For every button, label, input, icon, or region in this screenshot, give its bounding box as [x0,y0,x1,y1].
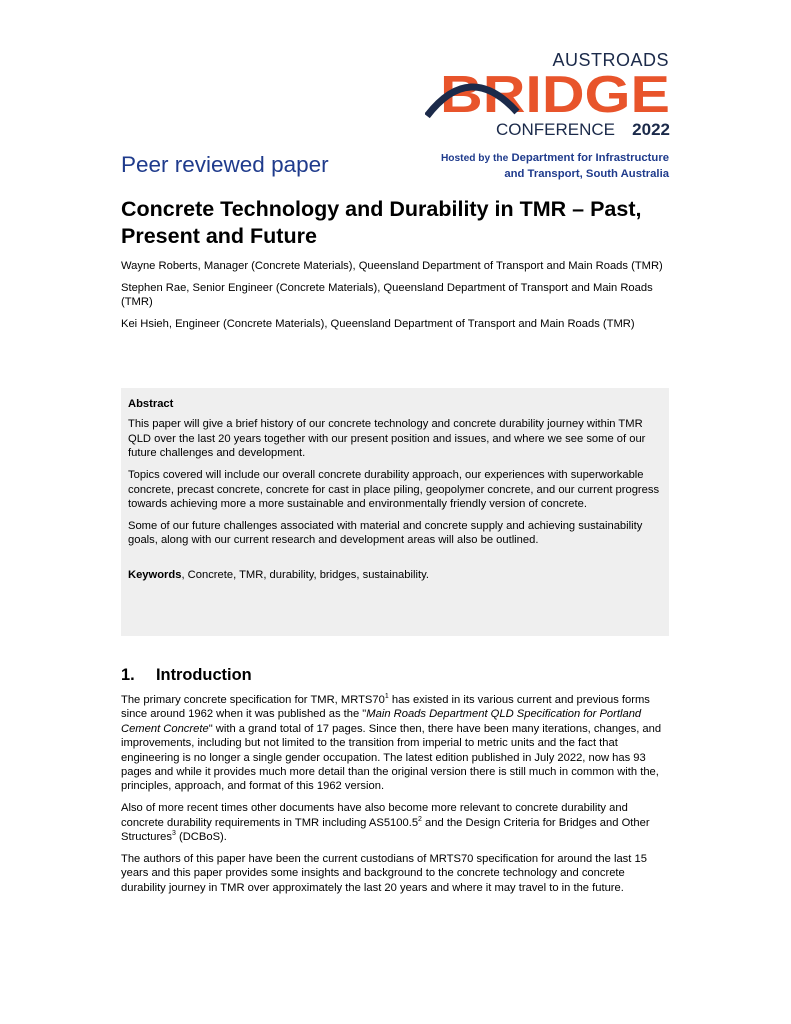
logo-conference: CONFERENCE [495,120,615,139]
conference-logo [425,48,671,140]
keywords-text: , Concrete, TMR, durability, bridges, sustainability. [181,568,429,581]
text-run: Also of more recent times other documents have also become more relevant to concrete durability and concrete durability requirements in TMR including AS5100.5 [121,802,628,829]
footnote-ref: 1 [384,693,389,700]
text-run: The primary concrete specification for TMR, MRTS70 [121,694,385,706]
abstract-box [121,388,669,636]
body-paragraph [121,693,669,794]
footnote-ref: 2 [418,815,422,823]
abstract-paragraph: This paper will give a brief history of our concrete technology and concrete durability journey within TMR QLD over the last 20 years together with our present position and issues, and where we see some of our future challenges and development. [128,418,646,460]
author-list [121,259,671,338]
section-number: 1. [121,666,135,684]
keywords-line [128,568,662,582]
text-run: (DCBoS). [175,831,227,844]
keywords-label: Keywords [128,568,182,581]
text-run: " with a grand total of 17 pages. Since then, there have been many iterations, changes, and improvements, including but not limited to the transition from imperial to metric units and the fact that engineering is no longer a single gender occupation. The latest edition published in July 2022, now has 93 pages and while it provides much more detail than the original version there is still much in common with the, principles, approach, and format of this 1962 version. [121,722,662,793]
abstract-paragraph: Topics covered will include our overall concrete durability approach, our experiences with superworkable concrete, precast concrete, concrete for cast in place piling, geopolymer concrete, and our current progress towards achieving more a more sustainable and environmentally friendly version of concrete. [128,469,660,510]
body-paragraph [121,801,669,844]
hosted-prefix: Hosted by the [440,153,509,164]
paper-title: Concrete Technology and Durability in TMR – Past, Present and Future [121,197,642,248]
text-run: has existed in its various current and previous forms since around 1962 when it was published as the " [121,694,650,721]
logo-austroads: AUSTROADS [552,50,669,70]
spec-title-italic: Main Roads Department QLD Specification for Portland Cement Concrete [121,708,642,735]
footnote-ref: 3 [171,830,176,838]
author-entry: Kei Hsieh, Engineer (Concrete Materials), Queensland Department of Transport and Main Roads (TMR) [121,317,635,330]
abstract-heading: Abstract [128,398,174,410]
introduction-body [121,693,669,903]
logo-year: 2022 [632,120,670,139]
hosted-line-1: Department for Infrastructure [511,152,669,164]
hosted-by [441,151,669,182]
peer-reviewed-label: Peer reviewed paper [121,152,329,177]
section-title: Introduction [156,666,252,684]
text-run: and the Design Criteria for Bridges and Other Structures [121,816,650,844]
author-entry: Wayne Roberts, Manager (Concrete Materials), Queensland Department of Transport and Main Roads (TMR) [121,260,663,272]
hosted-line-2: and Transport, South Australia [504,167,669,180]
logo-bridge: BRIDGE [440,66,670,124]
author-entry: Stephen Rae, Senior Engineer (Concrete Materials), Queensland Department of Transport and Main Roads (TMR) [121,281,653,308]
body-paragraph: The authors of this paper have been the current custodians of MRTS70 specification for around the last 15 years and this paper provides some insights and background to the concrete technology and concrete durability journey in TMR over approximately the last 20 years and where it may travel to in the future. [121,853,647,894]
section-heading [121,666,252,685]
abstract-paragraph: Some of our future challenges associated with material and concrete supply and achieving sustainability goals, along with our current research and development areas will also be outlined. [128,519,643,547]
